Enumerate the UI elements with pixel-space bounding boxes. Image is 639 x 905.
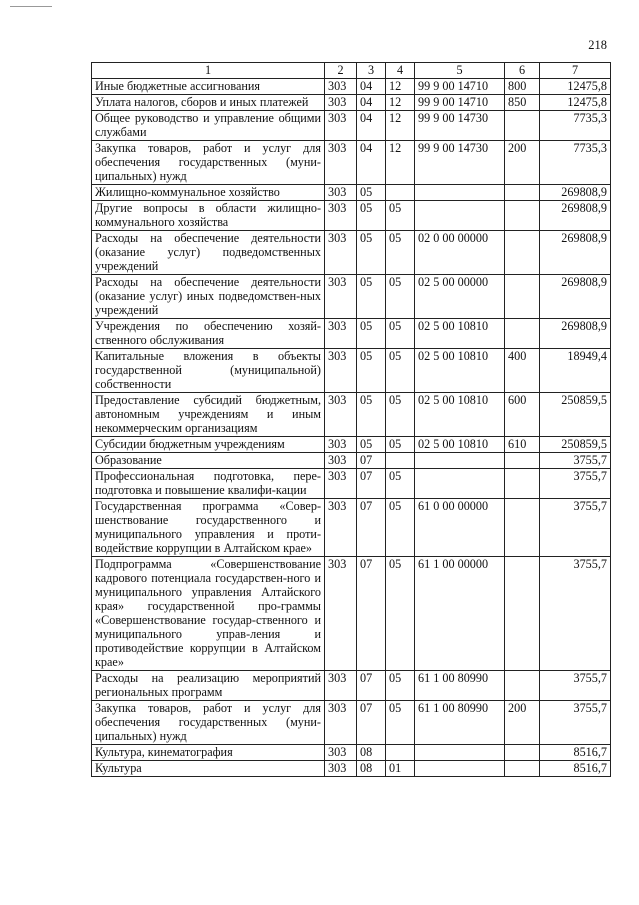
row-name-cell: Другие вопросы в области жилищно-коммунального хозяйства xyxy=(92,201,325,231)
column-header: 1 xyxy=(92,63,325,79)
row-subsection-cell: 05 xyxy=(386,201,415,231)
row-subsection-cell: 01 xyxy=(386,761,415,777)
row-admin-code-cell: 303 xyxy=(325,453,357,469)
row-name-cell: Учреждения по обеспечению хозяй-ственного обслуживания xyxy=(92,319,325,349)
row-amount-cell: 269808,9 xyxy=(540,319,611,349)
column-header: 3 xyxy=(357,63,386,79)
table-row xyxy=(92,111,611,141)
row-amount-cell: 3755,7 xyxy=(540,671,611,701)
row-target-code-cell: 99 9 00 14710 xyxy=(415,79,505,95)
row-amount-cell: 12475,8 xyxy=(540,95,611,111)
row-amount-cell: 3755,7 xyxy=(540,499,611,557)
row-admin-code-cell: 303 xyxy=(325,79,357,95)
row-admin-code-cell: 303 xyxy=(325,201,357,231)
row-name-cell: Закупка товаров, работ и услуг для обеспечения государственных (муни-ципальных) нужд xyxy=(92,701,325,745)
table-row xyxy=(92,671,611,701)
row-expense-type-cell xyxy=(505,201,540,231)
row-name-cell: Подпрограмма «Совершенствование кадрового потенциала государствен-ного и муниципального управления Алтайского края» государственной про-граммы «Совершенствование государ-ственного и муниципального управ-ления и противодействие коррупции в Алтайском крае» xyxy=(92,557,325,671)
row-target-code-cell: 61 1 00 80990 xyxy=(415,701,505,745)
row-target-code-cell: 02 5 00 00000 xyxy=(415,275,505,319)
row-section-cell: 05 xyxy=(357,201,386,231)
row-target-code-cell: 02 5 00 10810 xyxy=(415,319,505,349)
row-admin-code-cell: 303 xyxy=(325,275,357,319)
row-subsection-cell xyxy=(386,453,415,469)
row-amount-cell: 269808,9 xyxy=(540,201,611,231)
row-subsection-cell: 05 xyxy=(386,499,415,557)
row-name-cell: Закупка товаров, работ и услуг для обеспечения государственных (муни-ципальных) нужд xyxy=(92,141,325,185)
table-row xyxy=(92,437,611,453)
table-row xyxy=(92,79,611,95)
row-section-cell: 07 xyxy=(357,469,386,499)
row-admin-code-cell: 303 xyxy=(325,393,357,437)
row-section-cell: 05 xyxy=(357,275,386,319)
row-target-code-cell: 99 9 00 14730 xyxy=(415,111,505,141)
row-target-code-cell: 99 9 00 14730 xyxy=(415,141,505,185)
row-expense-type-cell: 800 xyxy=(505,79,540,95)
row-amount-cell: 8516,7 xyxy=(540,761,611,777)
row-name-cell: Расходы на обеспечение деятельности (оказание услуг) иных подведомствен-ных учреждений xyxy=(92,275,325,319)
table-row xyxy=(92,701,611,745)
row-subsection-cell: 05 xyxy=(386,701,415,745)
corner-mark xyxy=(10,6,52,7)
row-admin-code-cell: 303 xyxy=(325,761,357,777)
column-header: 5 xyxy=(415,63,505,79)
column-header: 4 xyxy=(386,63,415,79)
row-name-cell: Уплата налогов, сборов и иных платежей xyxy=(92,95,325,111)
row-admin-code-cell: 303 xyxy=(325,745,357,761)
row-section-cell: 05 xyxy=(357,349,386,393)
row-target-code-cell xyxy=(415,185,505,201)
row-target-code-cell: 99 9 00 14710 xyxy=(415,95,505,111)
row-section-cell: 07 xyxy=(357,701,386,745)
column-header: 7 xyxy=(540,63,611,79)
row-subsection-cell: 05 xyxy=(386,319,415,349)
row-expense-type-cell xyxy=(505,469,540,499)
row-amount-cell: 7735,3 xyxy=(540,141,611,185)
row-target-code-cell xyxy=(415,745,505,761)
row-amount-cell: 12475,8 xyxy=(540,79,611,95)
row-name-cell: Расходы на обеспечение деятельности (оказание услуг) подведомственных учреждений xyxy=(92,231,325,275)
row-name-cell: Жилищно-коммунальное хозяйство xyxy=(92,185,325,201)
row-admin-code-cell: 303 xyxy=(325,499,357,557)
row-admin-code-cell: 303 xyxy=(325,231,357,275)
row-expense-type-cell xyxy=(505,111,540,141)
row-target-code-cell: 61 1 00 80990 xyxy=(415,671,505,701)
table-row xyxy=(92,745,611,761)
row-target-code-cell: 02 5 00 10810 xyxy=(415,393,505,437)
row-admin-code-cell: 303 xyxy=(325,319,357,349)
row-admin-code-cell: 303 xyxy=(325,95,357,111)
row-subsection-cell: 05 xyxy=(386,437,415,453)
row-subsection-cell: 05 xyxy=(386,469,415,499)
row-expense-type-cell xyxy=(505,275,540,319)
column-header: 2 xyxy=(325,63,357,79)
row-admin-code-cell: 303 xyxy=(325,469,357,499)
table-header-row xyxy=(92,63,611,79)
table-row xyxy=(92,141,611,185)
row-admin-code-cell: 303 xyxy=(325,349,357,393)
table-row xyxy=(92,453,611,469)
row-expense-type-cell: 610 xyxy=(505,437,540,453)
row-target-code-cell: 02 0 00 00000 xyxy=(415,231,505,275)
table-row xyxy=(92,275,611,319)
row-subsection-cell: 05 xyxy=(386,393,415,437)
row-expense-type-cell xyxy=(505,319,540,349)
row-target-code-cell: 61 0 00 00000 xyxy=(415,499,505,557)
row-admin-code-cell: 303 xyxy=(325,141,357,185)
row-expense-type-cell: 200 xyxy=(505,701,540,745)
row-subsection-cell: 12 xyxy=(386,95,415,111)
row-admin-code-cell: 303 xyxy=(325,701,357,745)
row-name-cell: Иные бюджетные ассигнования xyxy=(92,79,325,95)
row-name-cell: Общее руководство и управление общими службами xyxy=(92,111,325,141)
row-target-code-cell xyxy=(415,469,505,499)
row-admin-code-cell: 303 xyxy=(325,437,357,453)
table-row xyxy=(92,393,611,437)
row-expense-type-cell: 600 xyxy=(505,393,540,437)
row-section-cell: 07 xyxy=(357,453,386,469)
row-section-cell: 04 xyxy=(357,79,386,95)
row-target-code-cell xyxy=(415,761,505,777)
row-expense-type-cell xyxy=(505,745,540,761)
row-subsection-cell xyxy=(386,185,415,201)
row-subsection-cell xyxy=(386,745,415,761)
row-section-cell: 07 xyxy=(357,557,386,671)
table-row xyxy=(92,95,611,111)
row-section-cell: 05 xyxy=(357,393,386,437)
table-row xyxy=(92,557,611,671)
row-expense-type-cell xyxy=(505,185,540,201)
row-section-cell: 05 xyxy=(357,437,386,453)
row-name-cell: Предоставление субсидий бюджетным, автономным учреждениям и иным некоммерческим организациям xyxy=(92,393,325,437)
row-target-code-cell xyxy=(415,453,505,469)
row-subsection-cell: 12 xyxy=(386,141,415,185)
table-row xyxy=(92,349,611,393)
row-name-cell: Расходы на реализацию мероприятий региональных программ xyxy=(92,671,325,701)
row-section-cell: 05 xyxy=(357,231,386,275)
row-section-cell: 07 xyxy=(357,499,386,557)
row-name-cell: Профессиональная подготовка, пере-подготовка и повышение квалифи-кации xyxy=(92,469,325,499)
table-row xyxy=(92,319,611,349)
budget-table xyxy=(91,62,611,777)
row-expense-type-cell xyxy=(505,231,540,275)
row-name-cell: Культура xyxy=(92,761,325,777)
row-name-cell: Государственная программа «Совер-шенствование государственного и муниципального управления и проти-водействие коррупции в Алтайском крае» xyxy=(92,499,325,557)
row-section-cell: 05 xyxy=(357,185,386,201)
row-subsection-cell: 05 xyxy=(386,231,415,275)
row-subsection-cell: 05 xyxy=(386,275,415,319)
table-row xyxy=(92,231,611,275)
row-name-cell: Культура, кинематография xyxy=(92,745,325,761)
row-target-code-cell: 61 1 00 00000 xyxy=(415,557,505,671)
row-section-cell: 04 xyxy=(357,95,386,111)
row-target-code-cell xyxy=(415,201,505,231)
row-amount-cell: 7735,3 xyxy=(540,111,611,141)
row-amount-cell: 3755,7 xyxy=(540,557,611,671)
row-subsection-cell: 05 xyxy=(386,349,415,393)
row-name-cell: Субсидии бюджетным учреждениям xyxy=(92,437,325,453)
table-row xyxy=(92,469,611,499)
row-amount-cell: 8516,7 xyxy=(540,745,611,761)
row-expense-type-cell: 400 xyxy=(505,349,540,393)
row-expense-type-cell xyxy=(505,557,540,671)
page-number: 218 xyxy=(588,38,607,52)
row-subsection-cell: 12 xyxy=(386,111,415,141)
row-amount-cell: 269808,9 xyxy=(540,185,611,201)
table-row xyxy=(92,499,611,557)
table-row xyxy=(92,185,611,201)
row-admin-code-cell: 303 xyxy=(325,671,357,701)
row-section-cell: 04 xyxy=(357,111,386,141)
row-expense-type-cell: 200 xyxy=(505,141,540,185)
row-target-code-cell: 02 5 00 10810 xyxy=(415,437,505,453)
row-subsection-cell: 05 xyxy=(386,557,415,671)
row-amount-cell: 269808,9 xyxy=(540,231,611,275)
row-expense-type-cell xyxy=(505,499,540,557)
row-subsection-cell: 12 xyxy=(386,79,415,95)
row-section-cell: 08 xyxy=(357,761,386,777)
row-name-cell: Образование xyxy=(92,453,325,469)
row-subsection-cell: 05 xyxy=(386,671,415,701)
table-row xyxy=(92,201,611,231)
row-expense-type-cell xyxy=(505,453,540,469)
row-amount-cell: 18949,4 xyxy=(540,349,611,393)
row-name-cell: Капитальные вложения в объекты государственной (муниципальной) собственности xyxy=(92,349,325,393)
row-section-cell: 07 xyxy=(357,671,386,701)
row-section-cell: 05 xyxy=(357,319,386,349)
row-admin-code-cell: 303 xyxy=(325,111,357,141)
row-section-cell: 04 xyxy=(357,141,386,185)
row-admin-code-cell: 303 xyxy=(325,557,357,671)
row-expense-type-cell xyxy=(505,761,540,777)
row-expense-type-cell: 850 xyxy=(505,95,540,111)
row-amount-cell: 3755,7 xyxy=(540,469,611,499)
row-target-code-cell: 02 5 00 10810 xyxy=(415,349,505,393)
table-body xyxy=(92,79,611,777)
row-amount-cell: 269808,9 xyxy=(540,275,611,319)
row-amount-cell: 250859,5 xyxy=(540,393,611,437)
row-amount-cell: 3755,7 xyxy=(540,453,611,469)
row-amount-cell: 3755,7 xyxy=(540,701,611,745)
row-amount-cell: 250859,5 xyxy=(540,437,611,453)
row-admin-code-cell: 303 xyxy=(325,185,357,201)
row-expense-type-cell xyxy=(505,671,540,701)
table-row xyxy=(92,761,611,777)
column-header: 6 xyxy=(505,63,540,79)
row-section-cell: 08 xyxy=(357,745,386,761)
